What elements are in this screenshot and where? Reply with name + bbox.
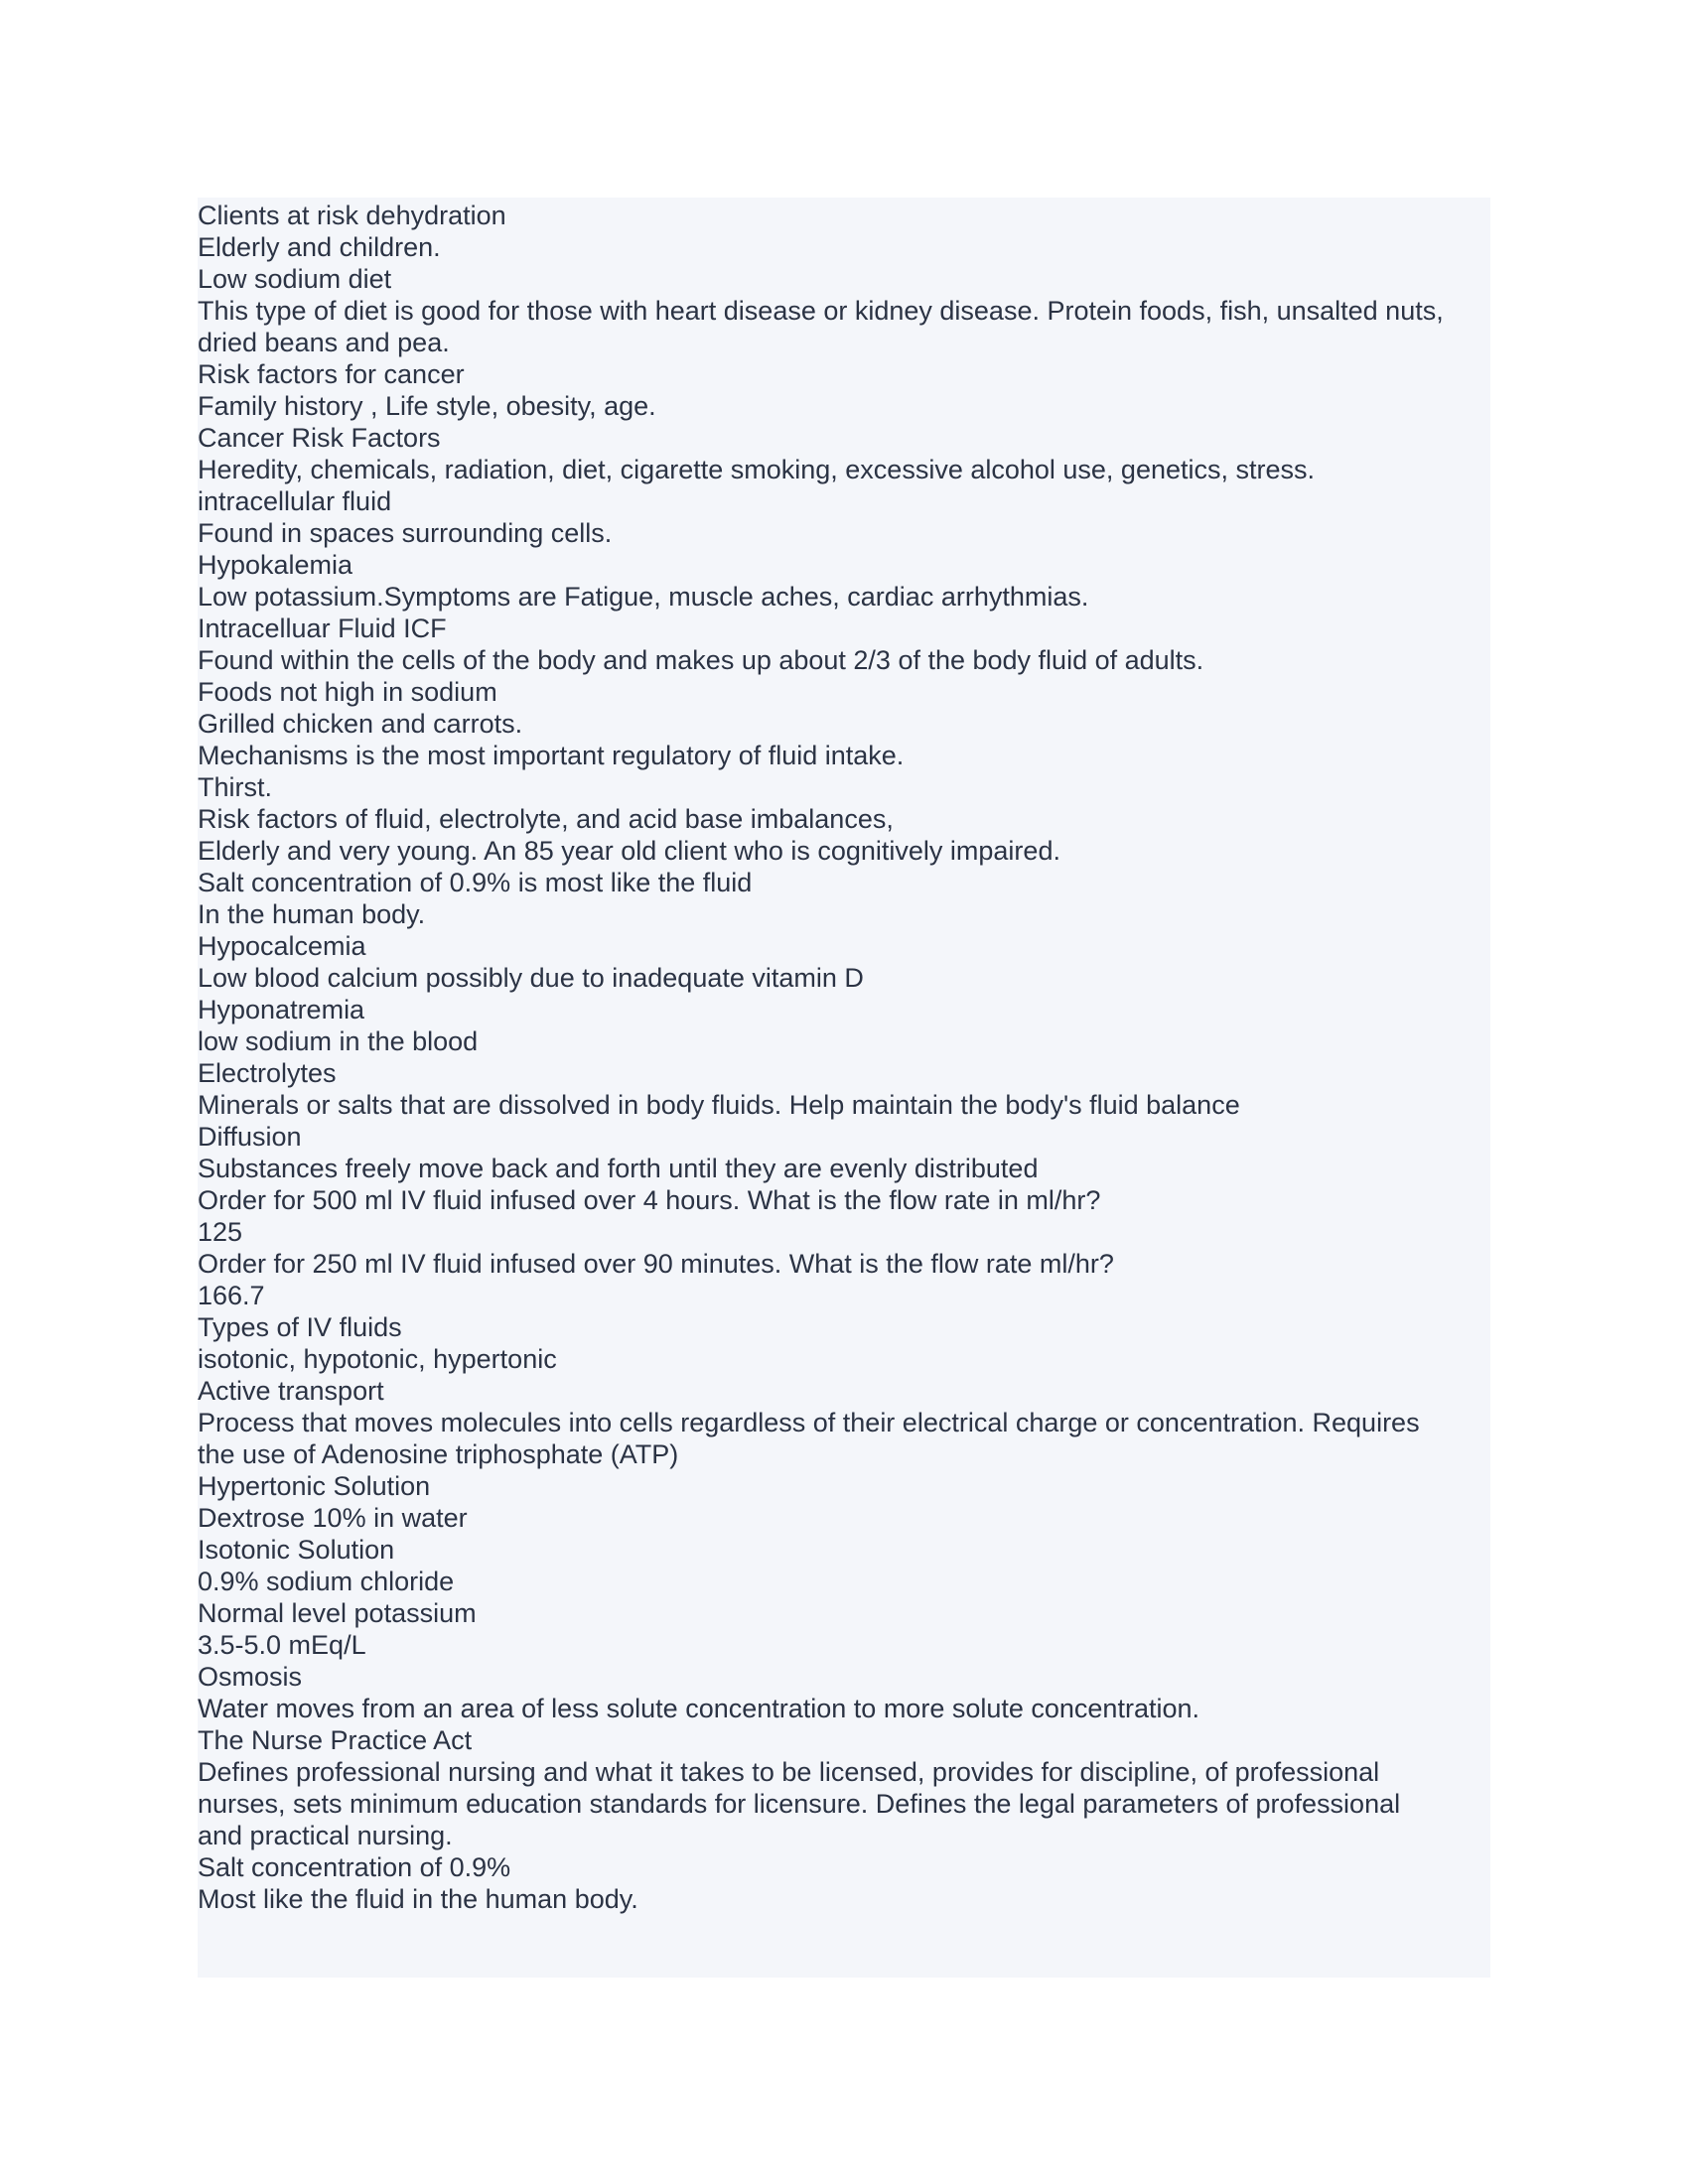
- text-line: Found in spaces surrounding cells.: [198, 518, 613, 548]
- document-text: [198, 200, 1490, 1915]
- text-line: Elderly and children.: [198, 232, 441, 262]
- text-line: Salt concentration of 0.9% is most like the fluid: [198, 868, 753, 897]
- text-line: Process that moves molecules into cells regardless of their electrical charge or concentration. Requires: [198, 1408, 1420, 1437]
- text-line: Types of IV fluids: [198, 1312, 402, 1342]
- text-line: 0.9% sodium chloride: [198, 1567, 455, 1596]
- text-line: Foods not high in sodium: [198, 677, 497, 707]
- text-line: isotonic, hypotonic, hypertonic: [198, 1344, 557, 1374]
- text-line: In the human body.: [198, 899, 426, 929]
- text-line: Family history , Life style, obesity, age.: [198, 391, 656, 421]
- text-line: Order for 500 ml IV fluid infused over 4 hours. What is the flow rate in ml/hr?: [198, 1185, 1101, 1215]
- text-line: Electrolytes: [198, 1058, 337, 1088]
- text-line: Diffusion: [198, 1122, 302, 1152]
- text-line: Water moves from an area of less solute concentration to more solute concentration.: [198, 1694, 1199, 1723]
- text-line: Thirst.: [198, 772, 273, 802]
- text-line: The Nurse Practice Act: [198, 1725, 473, 1755]
- text-line: 166.7: [198, 1281, 265, 1310]
- text-line: Clients at risk dehydration: [198, 201, 506, 230]
- text-line: Most like the fluid in the human body.: [198, 1884, 638, 1914]
- text-line: This type of diet is good for those with heart disease or kidney disease. Protein foods, fish, unsalted nuts,: [198, 296, 1444, 326]
- text-line: Low sodium diet: [198, 264, 392, 294]
- text-line: Hypertonic Solution: [198, 1471, 431, 1501]
- text-line: Minerals or salts that are dissolved in body fluids. Help maintain the body's fluid balance: [198, 1090, 1240, 1120]
- text-line: Isotonic Solution: [198, 1535, 395, 1565]
- document-card: [198, 198, 1490, 1978]
- text-line: nurses, sets minimum education standards for licensure. Defines the legal parameters of professional: [198, 1789, 1401, 1819]
- text-line: Mechanisms is the most important regulatory of fluid intake.: [198, 741, 905, 770]
- text-line: Osmosis: [198, 1662, 303, 1692]
- text-line: Intracelluar Fluid ICF: [198, 614, 447, 643]
- text-line: Found within the cells of the body and makes up about 2/3 of the body fluid of adults.: [198, 645, 1204, 675]
- text-line: 125: [198, 1217, 243, 1247]
- text-line: Low potassium.Symptoms are Fatigue, muscle aches, cardiac arrhythmias.: [198, 582, 1089, 612]
- text-line: Heredity, chemicals, radiation, diet, cigarette smoking, excessive alcohol use, genetics, stress.: [198, 455, 1316, 484]
- text-line: Cancer Risk Factors: [198, 423, 441, 453]
- text-line: Normal level potassium: [198, 1598, 477, 1628]
- text-line: 3.5-5.0 mEq/L: [198, 1630, 366, 1660]
- text-line: the use of Adenosine triphosphate (ATP): [198, 1439, 679, 1469]
- text-line: Grilled chicken and carrots.: [198, 709, 523, 739]
- text-line: Hyponatremia: [198, 995, 365, 1024]
- text-line: and practical nursing.: [198, 1821, 453, 1850]
- text-line: intracellular fluid: [198, 486, 392, 516]
- text-line: Hypocalcemia: [198, 931, 366, 961]
- text-line: Risk factors of fluid, electrolyte, and acid base imbalances,: [198, 804, 894, 834]
- text-line: Dextrose 10% in water: [198, 1503, 468, 1533]
- text-line: Low blood calcium possibly due to inadequate vitamin D: [198, 963, 864, 993]
- text-line: Risk factors for cancer: [198, 359, 465, 389]
- text-line: Active transport: [198, 1376, 384, 1406]
- text-line: Order for 250 ml IV fluid infused over 90 minutes. What is the flow rate ml/hr?: [198, 1249, 1114, 1279]
- text-line: dried beans and pea.: [198, 328, 450, 357]
- text-line: Substances freely move back and forth until they are evenly distributed: [198, 1154, 1039, 1183]
- text-line: Hypokalemia: [198, 550, 353, 580]
- text-line: Salt concentration of 0.9%: [198, 1852, 511, 1882]
- text-line: Defines professional nursing and what it takes to be licensed, provides for discipline, of professional: [198, 1757, 1380, 1787]
- text-line: low sodium in the blood: [198, 1026, 479, 1056]
- text-line: Elderly and very young. An 85 year old client who is cognitively impaired.: [198, 836, 1060, 866]
